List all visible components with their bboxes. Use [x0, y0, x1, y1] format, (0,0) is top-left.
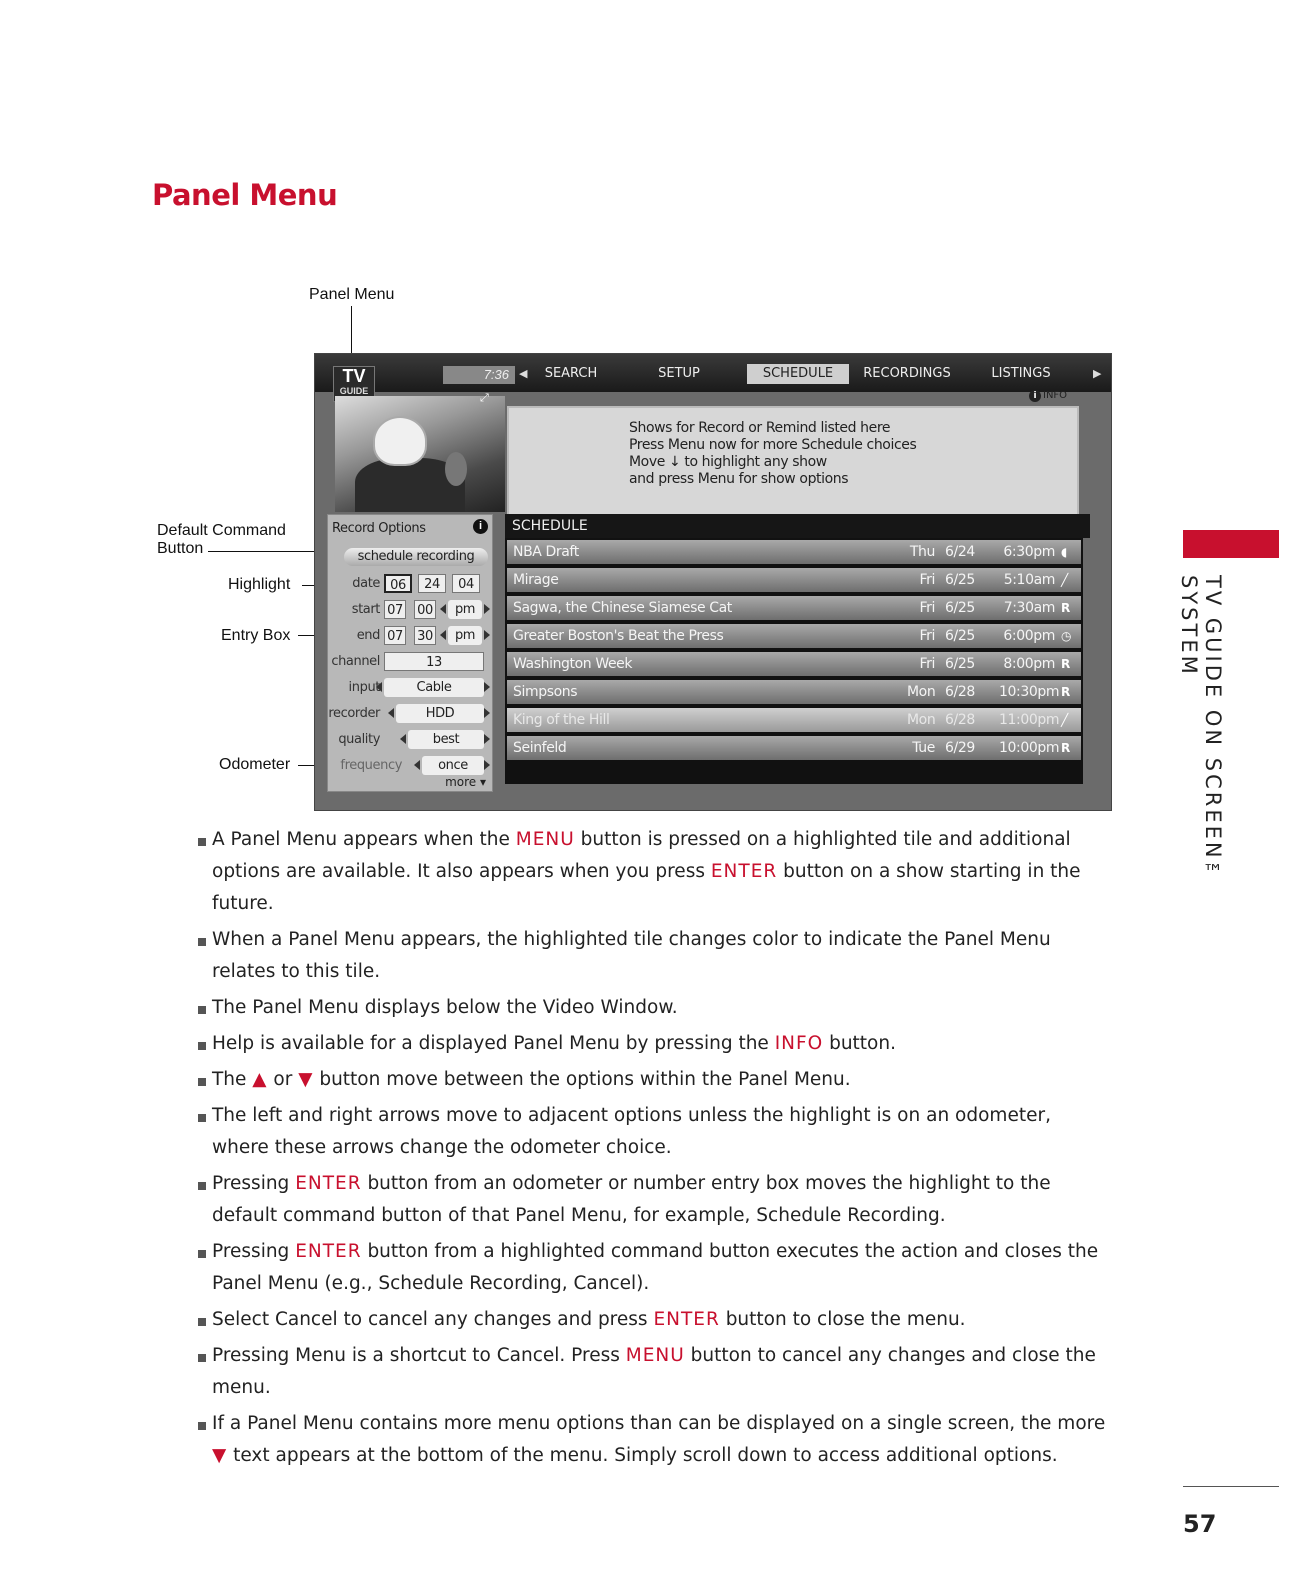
start-ampm-right-icon[interactable]: [484, 604, 490, 614]
bullet-item: The ▲ or ▼ button move between the options within the Panel Menu.: [190, 1064, 1110, 1096]
video-window: [335, 396, 505, 512]
end-minute-entry[interactable]: 30: [414, 626, 436, 645]
recorder-right-icon[interactable]: [484, 708, 490, 718]
end-hour-entry[interactable]: 07: [384, 626, 406, 645]
date-label: date: [352, 576, 380, 591]
recorder-row: [328, 703, 492, 725]
recorder-odometer[interactable]: HDD: [396, 704, 484, 723]
schedule-row[interactable]: Mirage Fri 6/25 5:10am ╱: [507, 568, 1081, 592]
bullet-item: Select Cancel to cancel any changes and press ENTER button to close the menu.: [190, 1304, 1110, 1336]
record-icon: R: [1061, 601, 1070, 615]
panel-menu: [327, 514, 493, 792]
bullet-item: Help is available for a displayed Panel Menu by pressing the INFO button.: [190, 1028, 1110, 1060]
bullet-item: Pressing ENTER button from a highlighted command button executes the action and closes the Panel Menu (e.g., Schedule Recording, Cancel).: [190, 1236, 1110, 1300]
page-title: Panel Menu: [152, 178, 338, 212]
bullet-item: The left and right arrows move to adjacent options unless the highlight is on an odometer, where these arrows change the odometer choice.: [190, 1100, 1110, 1164]
quality-left-icon[interactable]: [400, 734, 406, 744]
date-row: [328, 573, 492, 595]
schedule-row[interactable]: Sagwa, the Chinese Siamese Cat Fri 6/25 7:30am R: [507, 596, 1081, 620]
video-ball: [445, 452, 467, 486]
end-ampm-odometer[interactable]: pm: [448, 626, 482, 645]
tab-setup[interactable]: SETUP: [658, 366, 700, 381]
callout-panel-menu: Panel Menu: [309, 286, 395, 303]
callout-highlight: Highlight: [228, 576, 291, 593]
input-label: input: [348, 680, 380, 695]
info-button[interactable]: i INFO: [1029, 390, 1067, 402]
schedule-row[interactable]: Seinfeld Tue 6/29 10:00pm R: [507, 736, 1081, 760]
input-odometer[interactable]: Cable: [384, 678, 484, 697]
video-helmet: [373, 416, 427, 466]
input-right-icon[interactable]: [484, 682, 490, 692]
video-expand-icon[interactable]: ⤢: [480, 392, 489, 404]
schedule-recording-button[interactable]: schedule recording: [344, 548, 488, 566]
info-line: Move ↓ to highlight any show: [629, 454, 827, 470]
record-icon: ╱: [1061, 573, 1068, 587]
start-hour-entry[interactable]: 07: [384, 600, 406, 619]
quality-odometer[interactable]: best: [408, 730, 484, 749]
callout-entry-box: Entry Box: [221, 627, 291, 644]
schedule-list: [505, 514, 1083, 784]
channel-label: channel: [331, 654, 380, 669]
bullet-item: The Panel Menu displays below the Video Window.: [190, 992, 1110, 1024]
record-icon: R: [1061, 741, 1070, 755]
recorder-left-icon[interactable]: [388, 708, 394, 718]
bullet-item: Pressing Menu is a shortcut to Cancel. Press MENU button to cancel any changes and close the menu.: [190, 1340, 1110, 1404]
end-ampm-right-icon[interactable]: [484, 630, 490, 640]
end-label: end: [356, 628, 380, 643]
down-arrow-icon: ▼: [212, 1445, 228, 1466]
frequency-odometer[interactable]: once: [422, 756, 484, 775]
info-panel: [507, 406, 1079, 520]
quality-row: [328, 729, 492, 751]
clock: 7:36: [443, 366, 515, 384]
info-line: Shows for Record or Remind listed here: [629, 420, 891, 436]
nav-right-arrow-icon[interactable]: ▶: [1093, 368, 1102, 380]
info-icon: i: [1029, 390, 1041, 402]
start-minute-entry[interactable]: 00: [414, 600, 436, 619]
schedule-header: SCHEDULE: [505, 514, 1090, 538]
recorder-label: recorder: [328, 706, 380, 721]
schedule-row[interactable]: Washington Week Fri 6/25 8:00pm R: [507, 652, 1081, 676]
help-info-icon[interactable]: i: [473, 519, 488, 534]
bullet-item: Pressing ENTER button from an odometer or number entry box moves the highlight to the default command button of that Panel Menu, for example, Schedule Recording.: [190, 1168, 1110, 1232]
date-day-entry[interactable]: 24: [418, 574, 446, 593]
channel-entry[interactable]: 13: [384, 652, 484, 671]
tab-schedule[interactable]: SCHEDULE: [747, 364, 849, 384]
record-icon: R: [1061, 685, 1070, 699]
start-ampm-left-icon[interactable]: [440, 604, 446, 614]
callout-default-command-2: Button: [157, 540, 204, 557]
start-label: start: [351, 602, 380, 617]
input-row: [328, 677, 492, 699]
record-icon: ◖: [1061, 545, 1067, 559]
bullet-list: [190, 824, 1110, 1476]
panel-menu-title: Record Options: [332, 521, 426, 536]
more-indicator[interactable]: more ▾: [445, 775, 486, 789]
date-month-entry[interactable]: 06: [384, 574, 412, 593]
start-ampm-odometer[interactable]: pm: [448, 600, 482, 619]
channel-row: [328, 651, 492, 673]
schedule-row[interactable]: NBA Draft Thu 6/24 6:30pm ◖: [507, 540, 1081, 564]
remind-icon: ◷: [1061, 629, 1072, 643]
footer-rule: [1183, 1486, 1279, 1487]
up-arrow-icon: ▲: [252, 1069, 268, 1090]
tv-guide-screen: [314, 353, 1112, 811]
down-arrow-icon: ▼: [298, 1069, 314, 1090]
schedule-row[interactable]: Greater Boston's Beat the Press Fri 6/25 6:00pm ◷: [507, 624, 1081, 648]
quality-label: quality: [338, 732, 380, 747]
tab-recordings[interactable]: RECORDINGS: [863, 366, 951, 381]
record-icon: ╱: [1061, 713, 1068, 727]
tab-listings[interactable]: LISTINGS: [991, 366, 1051, 381]
end-row: [328, 625, 492, 647]
quality-right-icon[interactable]: [484, 734, 490, 744]
section-tab-marker: [1183, 530, 1279, 558]
bullet-item: When a Panel Menu appears, the highlighted tile changes color to indicate the Panel Menu relates to this tile.: [190, 924, 1110, 988]
frequency-label: frequency: [340, 758, 402, 773]
callout-default-command: Default Command: [157, 522, 286, 539]
page-number: 57: [1183, 1510, 1217, 1538]
info-line: Press Menu now for more Schedule choices: [629, 437, 917, 453]
frequency-left-icon[interactable]: [414, 760, 420, 770]
bullet-item: A Panel Menu appears when the MENU button is pressed on a highlighted tile and additional options are available. It also appears when you press ENTER button on a show starting in the future.: [190, 824, 1110, 920]
start-row: [328, 599, 492, 621]
section-side-label: TV GUIDE ON SCREEN™ SYSTEM: [1177, 575, 1225, 888]
frequency-right-icon[interactable]: [484, 760, 490, 770]
info-line: and press Menu for show options: [629, 471, 849, 487]
nav-left-arrow-icon[interactable]: ◀: [519, 368, 528, 380]
tv-guide-logo: TV GUIDE: [333, 366, 375, 402]
input-left-icon[interactable]: [376, 682, 382, 692]
schedule-row-highlighted[interactable]: King of the Hill Mon 6/28 11:00pm ╱: [507, 708, 1081, 732]
end-ampm-left-icon[interactable]: [440, 630, 446, 640]
schedule-row[interactable]: Simpsons Mon 6/28 10:30pm R: [507, 680, 1081, 704]
callout-odometer: Odometer: [219, 756, 291, 773]
bullet-item: If a Panel Menu contains more menu options than can be displayed on a single screen, the more ▼ text appears at the bottom of the menu. Simply scroll down to access additional options.: [190, 1408, 1110, 1472]
frequency-row: [328, 755, 492, 777]
tab-search[interactable]: SEARCH: [544, 366, 598, 381]
date-year-entry[interactable]: 04: [452, 574, 480, 593]
record-icon: R: [1061, 657, 1070, 671]
